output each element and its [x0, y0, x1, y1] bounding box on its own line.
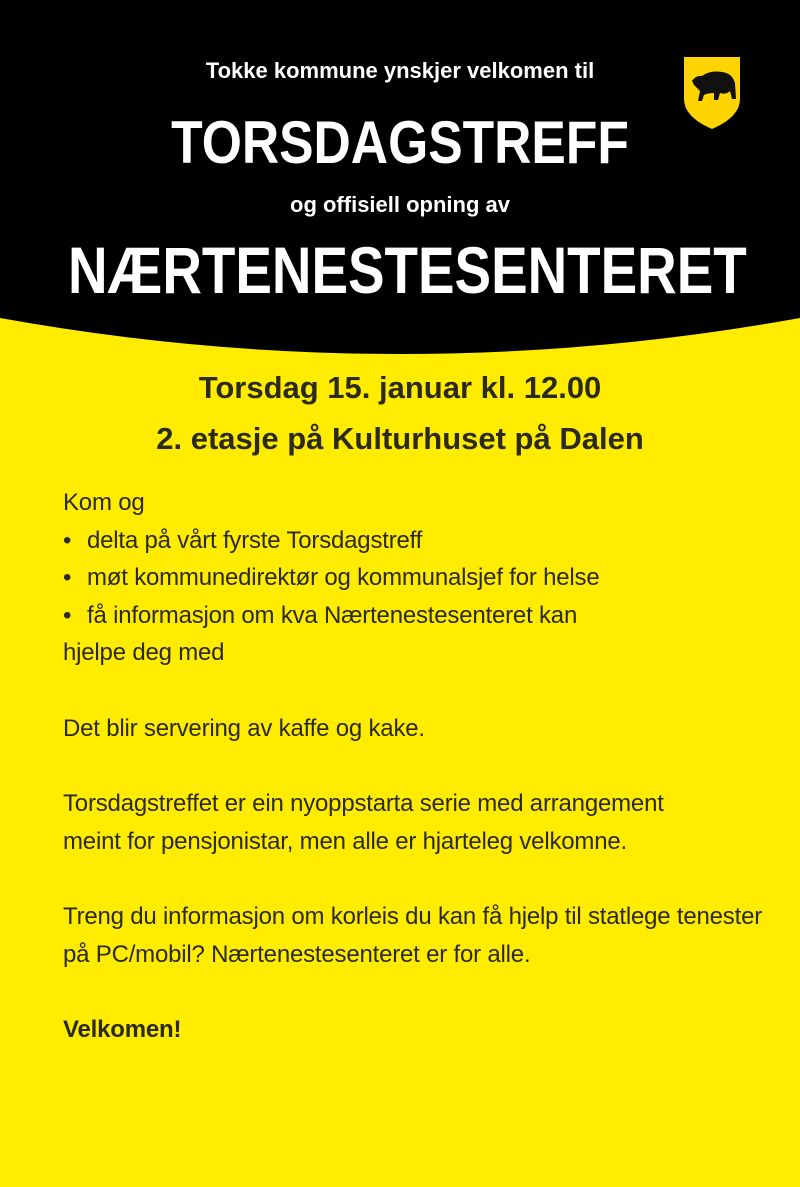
bullet-item: • delta på vårt fyrste Torsdagstreff — [63, 522, 783, 560]
paragraph-informasjon: Treng du informasjon om korleis du kan få hjelp til statlege tenester på PC/mobil? Nærtenestesenteret er for alle. — [63, 903, 763, 968]
bullet-item: • få informasjon om kva Nærtenestesenteret kan — [63, 597, 783, 635]
lead-text: Kom og — [63, 489, 145, 516]
paragraph-serie: Torsdagstreffet er ein nyoppstarta serie med arrangement meint for pensjonistar, men alle er hjarteleg velkomne. — [63, 790, 664, 855]
closing-text: Velkomen! — [63, 1016, 182, 1043]
paragraph-servering: Det blir servering av kaffe og kake. — [63, 714, 425, 742]
title-naertenestesenteret: NÆRTENESTESENTERET — [68, 233, 747, 307]
header-banner — [0, 0, 800, 360]
title-torsdagstreff: TORSDAGSTREFF — [171, 109, 629, 176]
bullet-item: • møt kommunedirektør og kommunalsjef for helse — [63, 559, 783, 597]
event-place: 2. etasje på Kulturhuset på Dalen — [156, 421, 644, 456]
bullet-continuation: hjelpe deg med — [63, 639, 225, 666]
intro-text: Tokke kommune ynskjer velkomen til — [205, 58, 595, 83]
subintro-text: og offisiell opning av — [290, 192, 510, 217]
body-text — [63, 484, 783, 1049]
event-date: Torsdag 15. januar kl. 12.00 — [198, 370, 602, 405]
bear-shield-icon — [682, 55, 742, 131]
